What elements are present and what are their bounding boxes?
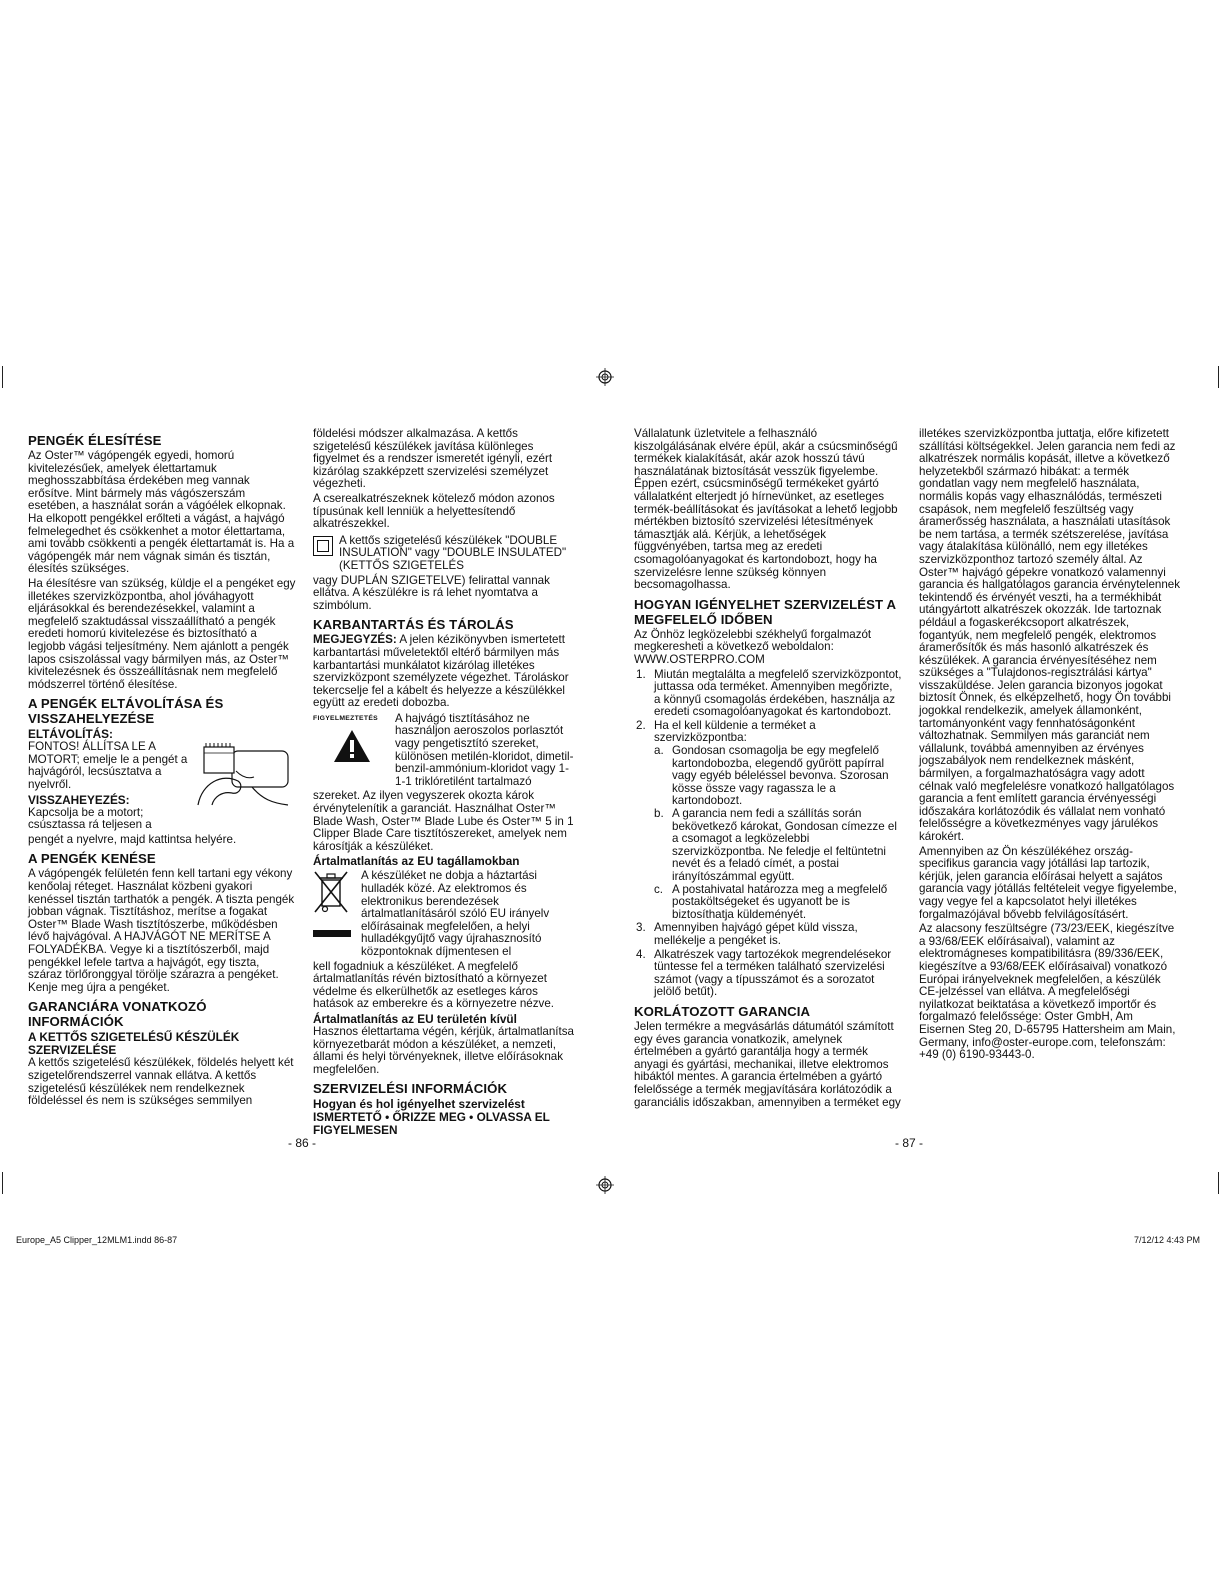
heading-blade-sharpening: PENGÉK ÉLESÍTÉSE <box>28 433 162 448</box>
double-insulation-block <box>313 535 575 575</box>
blade-removal-illustration <box>192 743 296 807</box>
paragraph: Kapcsolja be a motort; csúsztassa rá teljesen a <box>28 805 152 832</box>
paragraph: illetékes szervizközpontba juttatja, előre kifizetett szállítási költségekkel. Jelen garancia nem fedi az alkatrészek normális kopását, illetve a következő helyzetekből származó hibákat: a termék gondatlan vagy nem megfelelő használata, normális kopás vagy elhasználódás, természeti csapások, nem megfelelő feszültség vagy áramerősség használata, a használati utasítások be nem tartása, a termék szétszerelése, javítása vagy átalakítása különálló, nem egy illetékes szervizközponthoz tartozó személy által. Az Oster™ hajvágó gépekre vonatkozó valamennyi garancia és hallgatólagos garancia érvénytelennek tekintendő és érvényét veszti, ha a termékhibát utángyártott alkatrészek okozzák. Ide tartoznak például a fogaskerékcsoport alkatrészek, fogantyúk, nem megfelelő pengék, elektromos áramerősítők és más hasonló alkatrészek és készülékek. A garancia érvényesítéséhez nem szükséges a "Tulajdonos-regisztrálási kártya" visszaküldése. Jelen garancia bizonyos jogokat biztosít Önnek, és elképzelhető, hogy Ön további jogokkal rendelkezik, amelyek államonként, tartományonként vagy fennhatóságonként változhatnak. Semmilyen más garanciát nem vállalunk, továbbá amennyiben az érvényes jogszabályok nem rendelkeznek másként, bármilyen, a forgalmazhatóságra vagy adott célnak való megfelelésre vonatkozó hallgatólagos garancia a fent említett garancia érvényességi időszakára korlátozódik és vállalat nem vonható felelősségre a következményes vagy járulékos károkért. <box>919 427 1181 843</box>
service-steps-list <box>634 669 902 999</box>
page-number-right: - 87 - <box>895 1136 924 1150</box>
paragraph: Ha élesítésre van szükség, küldje el a pengéket egy illetékes szervizközpontba, ahol jóváhagyott eljárásokkal és berendezésekkel, valamint a megfelelő szaktudással visszaállítható a pengék eredeti homorú kivitelezése és biztosítható a legjobb vágási teljesítmény. Nem ajánlott a pengék lapos csiszolással vagy bármilyen más, az Oster™ kivitelezésnek és összeállításnak nem megfelelő módszerrel történő élesítése. <box>28 576 296 691</box>
footer-timestamp: 7/12/12 4:43 PM <box>1134 1235 1201 1245</box>
note-label: MEGJEGYZÉS: <box>313 633 397 647</box>
subheading-eu-disposal: Ártalmatlanítás az EU tagállamokban <box>313 854 520 869</box>
registration-mark-icon <box>596 1176 614 1194</box>
subheading-how-where: Hogyan és hol igényelhet szervizelést <box>313 1097 525 1112</box>
paragraph: A vágópengék felületén fenn kell tartani egy vékony kenőolaj réteget. Használat közbeni gyakori kenéssel tisztán tarthatók a pengék. A tiszta pengék jobban vágnak. Tisztításhoz, merítse a fogakat Oster™ Blade Wash tisztítószerbe, működésben lévő hajvágóval. A HAJVÁGÓT NE MERÍTSE A FOLYADÉKBA. Vegye ki a tisztítószerből, majd pengékkel lefele tartva a hajvágót, egy tiszta, száraz törlőronggyal törölje szárazra a pengéket. Kenje meg újra a pengéket. <box>28 867 295 994</box>
shipping-substeps-list <box>654 745 902 921</box>
heading-how-to-service: HOGYAN IGÉNYELHET SZERVIZELÉST A MEGFELELŐ IDŐBEN <box>634 596 896 627</box>
column-1 <box>28 428 296 1110</box>
list-item: 2. Ha el kell küldenie a terméket a szervizközpontba: a. Gondosan csomagolja be egy megfelelő kartondobozba, elegendő gyűrött papírral vagy egyéb béleléssel bevonva. Szorosan kösse össze vagy ragassza le a kartondobozt. b. A garancia nem fedi a szállítás során bekövetkező károkat, Gondosan címezze el a csomagot a legközelebbi szervizközpontba. Ne feledje el feltüntetni nevét és a feladó címét, a postai irányítószámmal együtt. c. A postahivatal határozza meg a megfelelő postaköltségeket és ugyanott be is biztosíthatja küldeményét. <box>634 720 902 922</box>
list-item: 1. Miután megtalálta a megfelelő szervizközpontot, juttassa oda terméket. Amennyiben megőrizte, a könnyű csomagolás érdekében, használja az eredeti csomagolóanyagokat és kartondobozt. <box>636 667 902 719</box>
warning-block <box>313 713 575 791</box>
warning-triangle-icon <box>333 729 371 763</box>
paragraph: szereket. Az ilyen vegyszerek okozta károk érvénytelenítik a garanciát. Használhat Oster™ Blade Wash, Oster™ Blade Lube és Oster™ 5 in 1 Clipper Blade Care tisztítószereket, amelyek nem károsítják a készüléket. <box>313 789 574 853</box>
paragraph: Hasznos élettartama végén, kérjük, ártalmatlanítsa környezetbarát módon a készüléket, a nemzeti, állami és helyi törvényeknek, illetve előírásoknak megfelelően. <box>313 1024 574 1076</box>
heading-blade-lubrication: A PENGÉK KENÉSE <box>28 851 156 867</box>
paragraph: földelési módszer alkalmazása. A kettős szigetelésű készülékek javítása különleges figyelmet és a rendszer ismeretét igényli, ezért kizárólag szakképzett szervizelési személyzet végezheti. <box>313 427 553 491</box>
weee-block <box>313 870 575 960</box>
paragraph: Vállalatunk üzletvitele a felhasználó kiszolgálásának elvére épül, akár a csúcsminőségű termékek kialakítását, akár azok hosszú távú használatának biztosítását vesszük figyelembe. Éppen ezért, csúcsminőségű termékeket gyártó vállalatként elterjedt jó hírnevünket, az esetleges termék-beállításokat és javításokat a lehető legjobb mértékben biztosító szervizelési létesítmények támasztják alá. Kérjük, a lehetőségek függvényében, tartsa meg az eredeti csomagolóanyagokat és kartondobozt, hogy ha szervizelésre lenne szükség könnyen becsomagolhassa. <box>634 427 898 592</box>
paragraph: Az Önhöz legközelebbi székhelyű forgalmazót megkeresheti a következő weboldalon: WWW.OSTERPRO.COM <box>634 627 872 666</box>
note-paragraph <box>313 634 575 710</box>
subheading-double-insulated: A KETTŐS SZIGETELÉSŰ KÉSZÜLÉK SZERVIZELÉSE <box>28 1030 240 1058</box>
list-item: c. A postahivatal határozza meg a megfelelő postaköltségeket és ugyanott be is biztosíthatja küldeményét. <box>654 882 888 921</box>
paragraph: kell fogadniuk a készüléket. A megfelelő ártalmatlanítás révén biztosítható a környezet védelme és elkerülhetők az esetleges káros hatások az emberekre és a környezetre nézve. <box>313 959 555 1011</box>
list-item: 3. Amennyiben hajvágó gépet küld vissza, mellékelje a pengéket is. <box>636 921 858 947</box>
crop-mark <box>2 1172 3 1194</box>
page-number-left: - 86 - <box>288 1136 317 1150</box>
paragraph: Jelen termékre a megvásárlás dátumától számított egy éves garancia vonatkozik, amelynek értelmében a gyártó garantálja hogy a termék anyagi és gyártási, mechanikai, illetve elektromos hibáktól mentes. A garancia értelmében a gyártó felelőssége a termék megjavítására korlátozódik a garanciális időszakban, amennyiben a terméket egy <box>634 1019 901 1109</box>
paragraph: A kettős szigetelésű készülékek "DOUBLE INSULATION" vagy "DOUBLE INSULATED" (KETTŐS SZIGETELÉS <box>339 533 567 572</box>
heading-limited-warranty: KORLÁTOZOTT GARANCIA <box>634 1003 811 1019</box>
subheading-reinstall: VISSZAHEYEZÉS: <box>28 792 130 807</box>
crop-mark <box>1218 366 1219 388</box>
column-4 <box>919 428 1181 1064</box>
crossed-bin-icon <box>313 870 349 918</box>
heading-service-info: SZERVIZELÉSI INFORMÁCIÓK <box>313 1081 508 1097</box>
double-insulation-icon <box>313 536 333 556</box>
column-3 <box>634 428 902 1111</box>
paragraph: Amennyiben az Ön készülékéhez ország-specifikus garancia vagy jótállási lap tartozik, kérjük, jelen garancia előírásai helyett a sajátos garancia vagy jótállás feltételeit vegye figyelembe, vagy vegye fel a kapcsolatot helyi illetékes forgalmazójával bővebb felvilágosításért. <box>919 844 1177 921</box>
removal-block <box>28 741 296 834</box>
warning-label: FIGYELMEZTETÉS <box>313 714 378 722</box>
paragraph: Az alacsony feszültségre (73/23/EEK, kiegészítve a 93/68/EEK előírásaival), valamint az elektromágneses kompatibilitásra (89/336/EEK, kiegészítve a 93/68/EEK előírásaival) vonatkozó Európai irányelveknek megfelelően, a készülék CE-jelzéssel van ellátva. A megfelelőségi nyilatkozat beiktatása a következő importőr és forgalmazó felelőssége: Oster GmbH, Am Eisernen Steg 20, D-65795 Hattersheim am Main, Germany, info@oster-europe.com, telefonszám: +49 (0) 6190-93443-0. <box>919 922 1176 1062</box>
heading-blade-removal: A PENGÉK ELTÁVOLÍTÁSA ÉS VISSZAHELYEZÉSE <box>28 696 224 727</box>
paragraph: pengét a nyelvre, majd kattintsa helyére. <box>28 832 237 846</box>
heading-warranty-info: GARANCIÁRA VONATKOZÓ INFORMÁCIÓK <box>28 999 207 1030</box>
list-item: b. A garancia nem fedi a szállítás során bekövetkező károkat, Gondosan címezze el a csomagot a legközelebbi szervizközpontba. Ne feledje el feltüntetni nevét és a feladó címét, a postai irányítószámmal együtt. <box>654 807 897 883</box>
heading-maintenance-storage: KARBANTARTÁS ÉS TÁROLÁS <box>313 617 514 633</box>
subheading-non-eu-disposal: Ártalmatlanítás az EU területén kívül <box>313 1011 517 1026</box>
list-item: 4. Alkatrészek vagy tartozékok megrendelésekor tüntesse fel a terméken található szervizelési számot (vagy a típusszámot és a sorozatot jelölő betűt). <box>636 947 892 999</box>
paragraph: FONTOS! ÁLLÍTSA LE A MOTORT; emelje le a pengét a hajvágóról, lecsúsztatva a nyelvről. <box>28 740 188 792</box>
crop-mark <box>2 366 3 388</box>
paragraph: A kettős szigetelésű készülékek, földelés helyett két szigetelőrendszerrel vannak ellátva. A kettős szigetelésű készülékek nem rendelkeznek földeléssel és nem is szükséges semmilyen <box>28 1056 294 1108</box>
subheading-notice: ISMERTETŐ • ŐRIZZE MEG • OLVASSA EL FIGYELMESEN <box>313 1110 550 1138</box>
footer-file-info: Europe_A5 Clipper_12MLM1.indd 86-87 <box>16 1235 178 1245</box>
paragraph: A cserealkatrészeknek kötelező módon azonos típusúnak kell lenniük a helyettesítendő alkatrészekkel. <box>313 491 555 531</box>
subheading-removal: ELTÁVOLÍTÁS: <box>28 727 113 742</box>
note-text: A jelen kézikönyvben ismertetett karbantartási műveletektől eltérő bármilyen más karbantartási munkálatot kizárólag illetékes szervizközpont személyzete végezhet. Tároláskor tekercselje fel a kábelt és helyezze a készülékkel együtt az eredeti dobozba. <box>313 633 569 710</box>
paragraph: vagy DUPLÁN SZIGETELVE) felirattal vannak ellátva. A készülékre is rá lehet nyomtatva a szimbólum. <box>313 573 550 612</box>
weee-bar <box>313 930 351 937</box>
paragraph: Az Oster™ vágópengék egyedi, homorú kivitelezésűek, amelyek élettartamuk meghosszabbítása érdekében meg vannak erősítve. Mint bármely más vágószerszám esetében, a használat során a vágóélek elkopnak. Ha elkopott pengékkel erőlteti a vágást, a hajvágó felmelegedhet és csökkenhet a motor élettartama, ami tovább csökkenti a pengék élettartamát is. Ha a vágópengék már nem vágnak simán és tisztán, élesítés szükséges. <box>28 449 295 576</box>
list-item: a. Gondosan csomagolja be egy megfelelő kartondobozba, elegendő gyűrött papírral vagy egyéb béleléssel bevonva. Szorosan kösse össze vagy ragassza le a kartondobozt. <box>654 744 889 808</box>
column-2 <box>313 428 575 1137</box>
registration-mark-icon <box>596 368 614 386</box>
crop-mark <box>1218 1172 1219 1194</box>
paragraph: A hajvágó tisztításához ne használjon aeroszolos porlasztót vagy pengetisztító szereket, különösen metilén-kloridot, dimetil-benzil-ammónium-kloridot vagy 1-1-1 triklóretilént tartalmazó <box>395 711 574 788</box>
paragraph: A készüléket ne dobja a háztartási hulladék közé. Az elektromos és elektronikus berendezések ártalmatlanításáról szóló EU irányelv előírásainak megfelelően, a helyi hulladékgyűjtő vagy újrahasznosító központoknak díjmentesen el <box>361 869 550 958</box>
